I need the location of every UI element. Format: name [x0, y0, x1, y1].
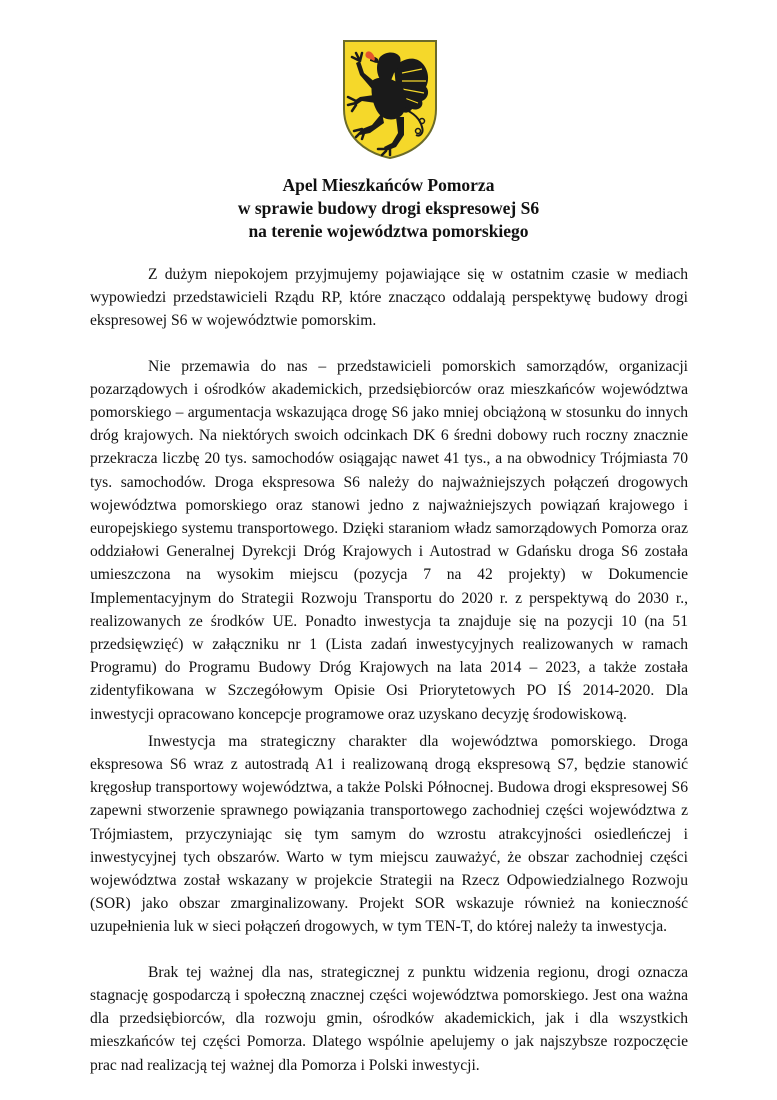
paragraph-arguments: Nie przemawia do nas – przedstawicieli pomorskich samorządów, organizacji pozarządowych i ośrodków akademickich, przedsiębiorców oraz mieszkańców województwa pomorskiego – argumentacja wskazująca drogę S6 jako mniej obciążoną w stosunku do innych dróg krajowych. Na niektórych swoich odcinkach DK 6 średni dobowy ruch roczny znacznie przekracza liczbę 20 tys. samochodów osiągając nawet 41 tys., a na obwodnicy Trójmiasta 70 tys. samochodów. Droga ekspresowa S6 należy do najważniejszych połączeń drogowych województwa pomorskiego oraz stanowi jedno z najważniejszych powiązań krajowego i europejskiego systemu transportowego. Dzięki staraniom władz samorządowych Pomorza oraz oddziałowi Generalnej Dyrekcji Dróg Krajowych i Autostrad w Gdańsku droga S6 została umieszczona na wysokim miejscu (pozycja 7 na 42 projekty) w Dokumencie Implementacyjnym do Strategii Rozwoju Transportu do 2020 r. z perspektywą do 2030 r., realizowanych ze środków UE. Ponadto inwestycja ta znajduje się na pozycji 10 (na 51 przedsięwzięć) w załączniku nr 1 (Lista zadań inwestycyjnych realizowanych w ramach Programu) do Programu Budowy Dróg Krajowych na lata 2014 – 2023, a także została zidentyfikowana w Szczegółowym Opisie Osi Priorytetowych PO IŚ 2014-2020. Dla inwestycji opracowano koncepcje programowe oraz uzyskano decyzję środowiskową.: [90, 357, 688, 723]
paragraph-intro: Z dużym niepokojem przyjmujemy pojawiające się w ostatnim czasie w mediach wypowiedzi przedstawicieli Rządu RP, które znacząco oddalają perspektywę budowy drogi ekspresowej S6 w województwie pomorskim.: [90, 266, 688, 330]
document-title: [0, 174, 777, 243]
paragraph-appeal: Brak tej ważnej dla nas, strategicznej z punktu widzenia regionu, drogi oznacza stagnację gospodarczą i społeczną znacznej części województwa pomorskiego. Jest ona ważna dla przedsiębiorców, dla rozwoju gmin, ośrodków akademickich, jak i dla wszystkich mieszkańców tej części Pomorza. Dlatego wspólnie apelujemy o jak najszybsze rozpoczęcie prac nad realizacją tej ważnej dla Pomorza i Polski inwestycji.: [90, 963, 688, 1074]
title-line-3: na terenie województwa pomorskiego: [248, 221, 529, 241]
title-line-1: Apel Mieszkańców Pomorza: [282, 175, 495, 195]
document-body: [90, 263, 688, 1077]
title-line-2: w sprawie budowy drogi ekspresowej S6: [237, 198, 540, 218]
paragraph-strategic-importance: Inwestycja ma strategiczny charakter dla województwa pomorskiego. Droga ekspresowa S6 wraz z autostradą A1 i realizowaną drogą ekspresową S7, będzie stanowić kręgosłup transportowy województwa, a także Polski Północnej. Budowa drogi ekspresowej S6 zapewni stworzenie sprawnego powiązania transportowego zachodniej części województwa z Trójmiastem, przyczyniając się tym samym do wzrostu atrakcyjności osiedleńczej i inwestycyjnej tych obszarów. Warto w tym miejscu zauważyć, że obszar zachodniej części województwa został wskazany w projekcie Strategii na Rzecz Odpowiedzialnego Rozwoju (SOR) jako obszar zmarginalizowany. Projekt SOR wskazuje również na konieczność uzupełnienia luk w sieci połączeń drogowych, w tym TEN-T, do której należy ta inwestycja.: [90, 732, 688, 936]
pomeranian-griffin-coat-of-arms-icon: [342, 39, 438, 160]
